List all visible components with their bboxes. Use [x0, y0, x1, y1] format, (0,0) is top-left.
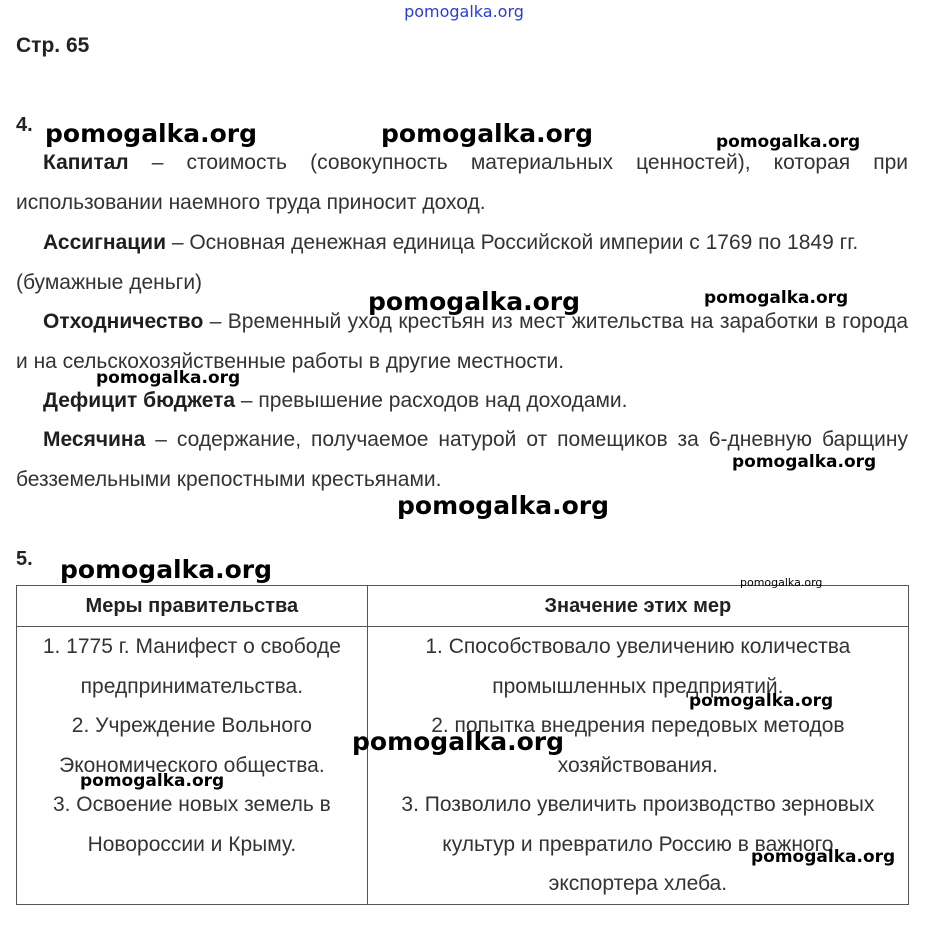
definition-text-deficit: – превышение расходов над доходами. [235, 389, 628, 412]
watermark: pomogalka.org [740, 576, 823, 589]
significance-line: хозяйствования. [557, 753, 719, 777]
site-watermark: pomogalka.org [404, 2, 524, 21]
table-header-row [17, 586, 909, 627]
section-5-number: 5. [16, 548, 33, 570]
watermark: pomogalka.org [397, 491, 610, 520]
significance-line: культур и превратило Россию в важного [442, 832, 834, 856]
term-mesyachina: Месячина [43, 428, 146, 451]
term-kapital: Капитал [43, 151, 129, 174]
watermark: pomogalka.org [368, 287, 581, 316]
term-assignatsii: Ассигнации [43, 231, 166, 254]
measures-line: Экономического общества. [59, 753, 325, 777]
measures-line: Новороссии и Крыму. [87, 832, 297, 856]
watermark: pomogalka.org [732, 452, 877, 472]
watermark: pomogalka.org [45, 119, 258, 148]
definition-text-mesyachina: – содержание, получаемое натурой от помещиков за 6-дневную барщину безземельными крепостными крестьянами. [16, 428, 908, 491]
watermark: pomogalka.org [381, 119, 594, 148]
page-number: Стр. 65 [16, 34, 90, 57]
watermark: pomogalka.org [60, 555, 273, 584]
watermark: pomogalka.org [96, 368, 241, 388]
watermark: pomogalka.org [716, 132, 861, 152]
watermark: pomogalka.org [751, 847, 896, 867]
measures-cell [17, 627, 368, 905]
watermark: pomogalka.org [689, 691, 834, 711]
watermark: pomogalka.org [352, 727, 565, 756]
section-4-number: 4. [16, 114, 33, 136]
significance-line: экспортера хлеба. [548, 872, 728, 895]
definition-text-otkhodnichestvo: – Временный уход крестьян из мест жительства на заработки в города и на сельскохозяйственные работы в другие местности. [16, 310, 908, 373]
definition-kapital [16, 143, 908, 223]
column-header-significance: Значение этих мер [367, 586, 908, 627]
significance-line: 1. Способствовало увеличению количества [425, 635, 851, 658]
term-otkhodnichestvo: Отходничество [43, 310, 204, 333]
measures-line: 2. Учреждение Вольного [71, 714, 312, 737]
significance-line: 2. попытка внедрения передовых методов [431, 714, 845, 737]
term-deficit: Дефицит бюджета [43, 389, 236, 412]
measures-line: предпринимательства. [80, 674, 304, 698]
column-header-measures: Меры правительства [17, 586, 368, 627]
measures-line: 1. 1775 г. Манифест о свободе [42, 635, 341, 658]
definition-text-assignatsii: – Основная денежная единица Российской империи с 1769 по 1849 гг. (бумажные деньги) [16, 231, 859, 294]
measures-line: 3. Освоение новых земель в [52, 793, 331, 816]
significance-line: 3. Позволило увеличить производство зерновых [401, 793, 875, 816]
watermark: pomogalka.org [80, 771, 225, 791]
definition-text-kapital: – стоимость (совокупность материальных ценностей), которая при использовании наемного труда приносит доход. [16, 151, 908, 214]
watermark: pomogalka.org [704, 288, 849, 308]
significance-line: промышленных предприятий. [492, 674, 784, 698]
